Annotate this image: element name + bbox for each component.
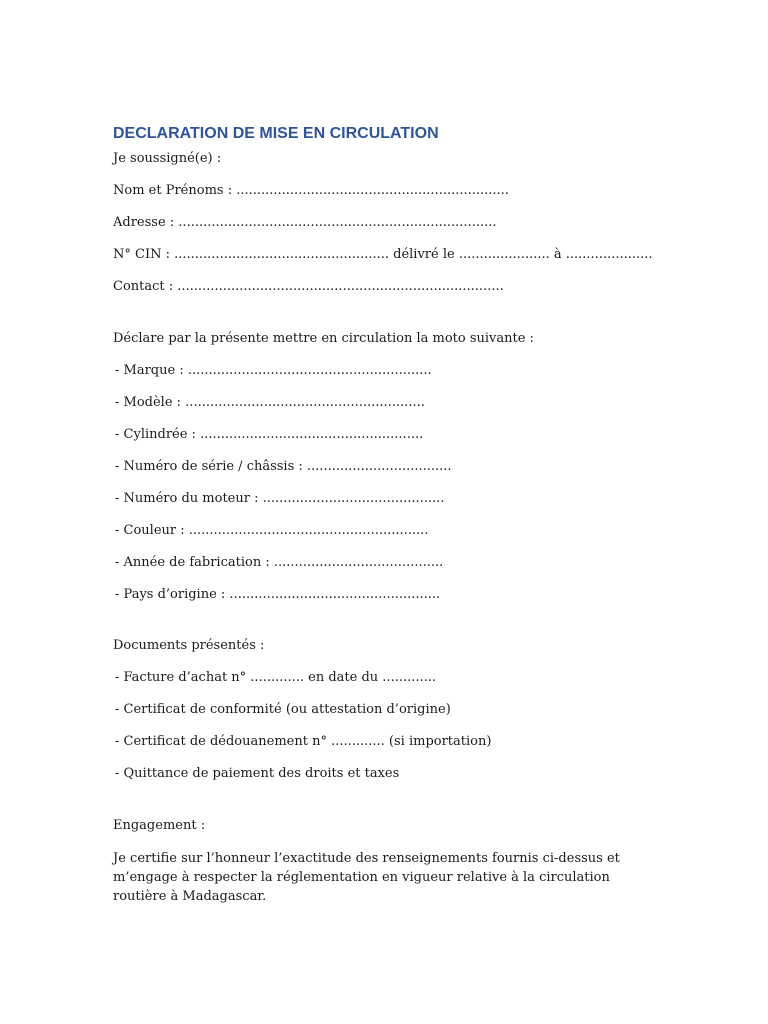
- engagement-text: Je certifie sur l’honneur l’exactitude des renseignements fournis ci-dessus et m’engage à respecter la réglementation en vigueur relative à la circulation routière à Madagascar.: [113, 851, 620, 904]
- moto-couleur: - Couleur : ..........................................................: [115, 523, 429, 538]
- document-facture: - Facture d’achat n° ............. en date du .............: [115, 670, 437, 685]
- field-nom-prenoms: Nom et Prénoms : ..................................................................: [113, 183, 509, 198]
- document-certificat-dedouanement: - Certificat de dédouanement n° ............. (si importation): [115, 734, 492, 749]
- moto-modele: - Modèle : ..........................................................: [115, 395, 425, 410]
- moto-cylindree: - Cylindrée : ......................................................: [115, 427, 424, 442]
- field-contact: Contact : ...............................................................................: [113, 279, 504, 294]
- document-quittance: - Quittance de paiement des droits et taxes: [115, 766, 400, 781]
- moto-marque: - Marque : ...........................................................: [115, 363, 432, 378]
- moto-numero-serie: - Numéro de série / châssis : ...................................: [115, 459, 452, 474]
- moto-annee: - Année de fabrication : .........................................: [115, 555, 444, 570]
- field-cin: N° CIN : .................................................... délivré le ...................... à .....................: [113, 247, 653, 262]
- intro-line: Je soussigné(e) :: [113, 151, 222, 166]
- declaration-line: Déclare par la présente mettre en circulation la moto suivante :: [113, 331, 534, 346]
- document-title: DECLARATION DE MISE EN CIRCULATION: [113, 125, 439, 142]
- document-certificat-conformite: - Certificat de conformité (ou attestation d’origine): [115, 702, 451, 717]
- engagement-heading: Engagement :: [113, 818, 206, 833]
- field-adresse: Adresse : .............................................................................: [113, 215, 497, 230]
- moto-numero-moteur: - Numéro du moteur : ............................................: [115, 491, 445, 506]
- moto-pays: - Pays d’origine : ...................................................: [115, 587, 441, 602]
- documents-heading: Documents présentés :: [113, 638, 265, 653]
